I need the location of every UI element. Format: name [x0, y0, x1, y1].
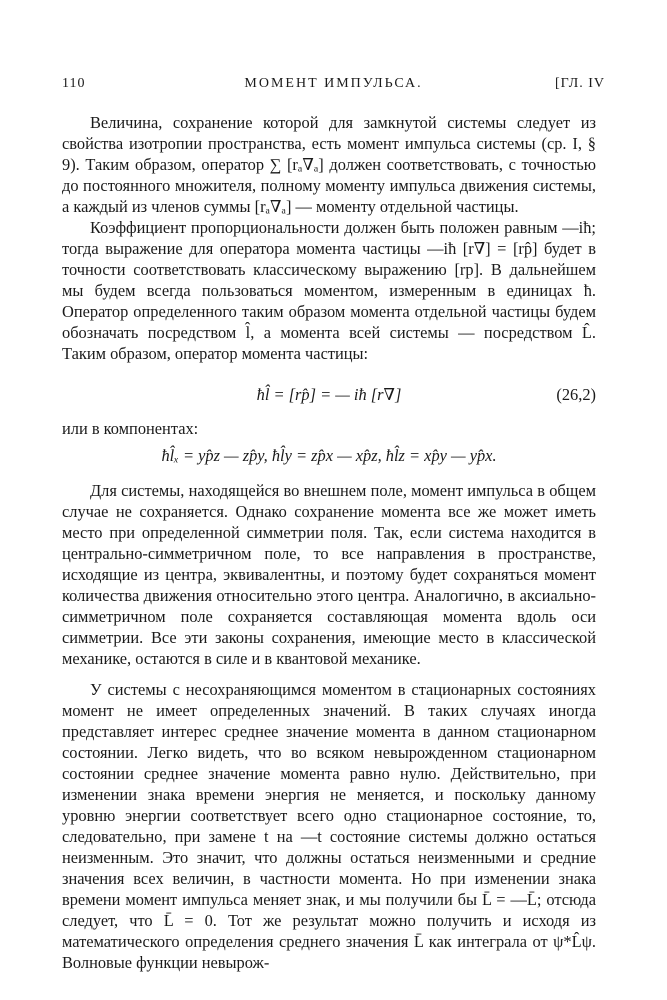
- paragraph-4: У системы с несохраняющимся моментом в стационарных состояниях момент не имеет определенных значений. В таких случаях иногда представляет интерес среднее значение момента в данном стационарном состоянии. Легко видеть, что во всяком невырожденном стационарном состоянии среднее значение момента равно нулю. Действительно, при изменении знака времени энергия не меняется, и поскольку данному уровню энергии соответствует всего одно стационарное состояние, то, следовательно, при замене t на —t состояние системы должно остаться неизменным. Это значит, что должны остаться неизменными и средние значения всех величин, в частности момента. Но при изменении знака времени момент импульса меняет знак, и мы получили бы L̄ = —L̄; отсюда следует, что L̄ = 0. Тот же результат можно получить и исходя из математического определения среднего значения L̄ как интеграла от ψ*L̂ψ. Волновые функции невырож-: [62, 680, 596, 972]
- equation-components: ħl̂ₓ = yp̂z — zp̂y, ħl̂y = zp̂x — xp̂z, ħl̂z = xp̂y — yp̂x.: [161, 446, 497, 465]
- paragraph-1: Величина, сохранение которой для замкнутой системы следует из свойства изотропии пространства, есть момент импульса системы (ср. I, § 9). Таким образом, оператор ∑ [rₐ∇ₐ] должен соответствовать, с точностью до постоянного множителя, полному моменту импульса движения системы, а каждый из членов суммы [rₐ∇ₐ] — моменту отдельной частицы.: [62, 113, 596, 216]
- equation-number: (26,2): [556, 385, 596, 404]
- running-header: [62, 76, 605, 98]
- equation-26-2: [62, 374, 596, 414]
- paragraph-3: Для системы, находящейся во внешнем поле, момент импульса в общем случае не сохраняется. Однако сохранение момента все же может иметь место при определенной симметрии поля. Так, если система находится в центрально-симметричном поле, то все направления в пространстве, исходящие из центра, эквивалентны, и поэтому будет сохраняться момент количества движения относительно этого центра. Аналогично, в аксиально-симметричном поле сохраняется составляющая момента вдоль оси симметрии. Все эти законы сохранения, имеющие место в классической механике, остаются в силе и в квантовой механике.: [62, 481, 596, 668]
- chapter-label: [ГЛ. IV: [555, 76, 605, 91]
- paragraph-2: Коэффициент пропорциональности должен быть положен равным —iħ; тогда выражение для оператора момента частицы —iħ [r∇] = [rp̂] будет в точности соответствовать классическому выражению [rp]. В дальнейшем мы будем всегда пользоваться моментом, измеренным в единицах ħ. Оператор определенного таким образом момента отдельной частицы будем обозначать посредством l̂, а момента всей системы — посредством L̂. Таким образом, оператор момента частицы:: [62, 218, 596, 363]
- page-number: 110: [62, 76, 86, 91]
- page-body: [62, 112, 596, 973]
- components-intro: или в компонентах:: [62, 419, 199, 438]
- running-title: МОМЕНТ ИМПУЛЬСА.: [244, 76, 423, 91]
- equation-expression: ħl̂ = [rp̂] = — iħ [r∇]: [256, 385, 402, 404]
